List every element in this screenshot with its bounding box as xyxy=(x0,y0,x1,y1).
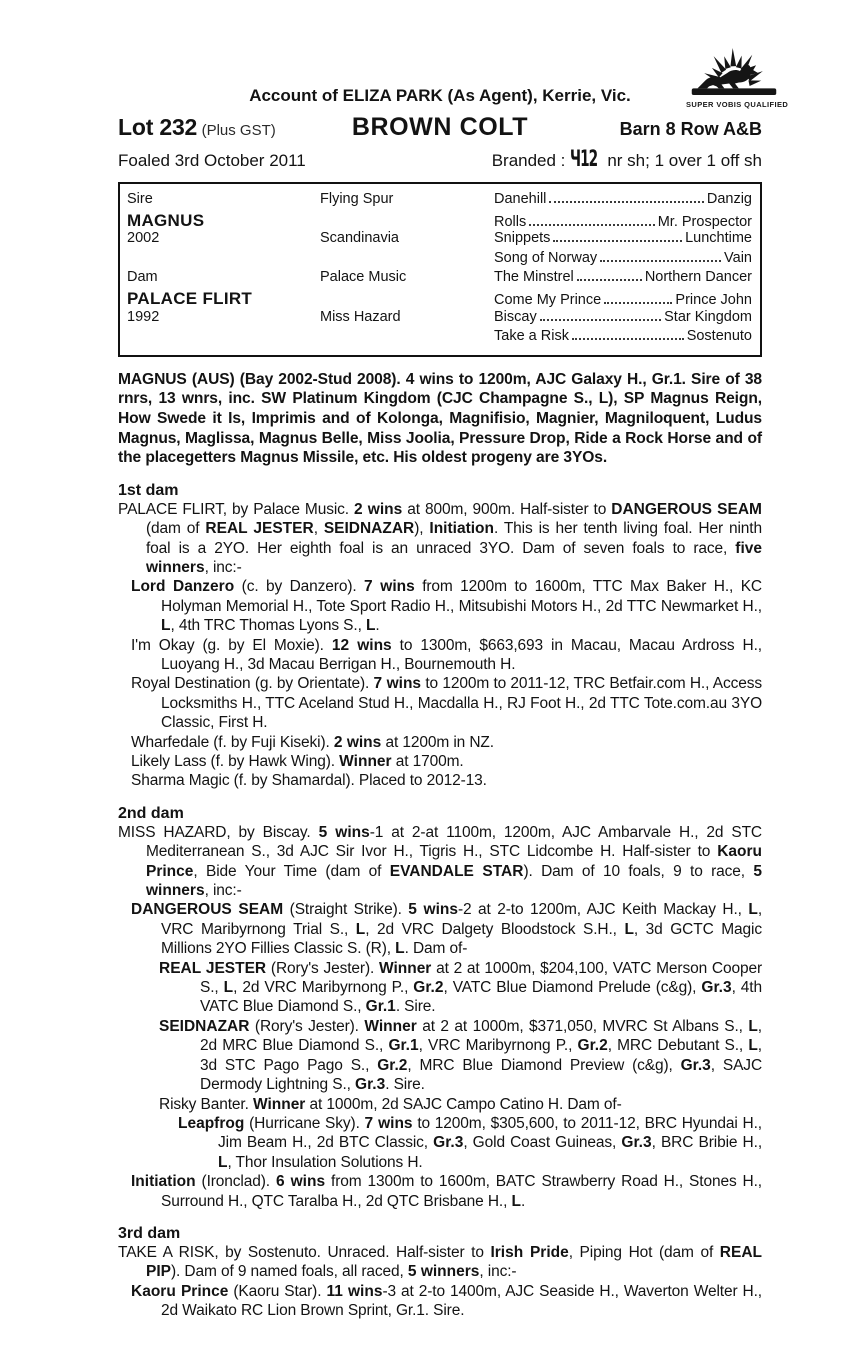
leader-dots xyxy=(600,260,721,262)
sire-dam-name: Scandinavia xyxy=(320,230,399,247)
dam-paragraph: TAKE A RISK, by Sostenuto. Unraced. Half-sister to Irish Pride, Piping Hot (dam of REAL PIP). Dam of 9 named foals, all raced, 5 winners, inc:- xyxy=(118,1243,762,1281)
barn-location: Barn 8 Row A&B xyxy=(619,119,762,139)
section-heading-3rd-dam: 3rd dam xyxy=(118,1224,181,1242)
dam-role-label: Dam xyxy=(127,269,158,286)
logo-caption: SUPER VOBIS QUALIFIED xyxy=(686,100,789,109)
dam-paragraph: MISS HAZARD, by Biscay. 5 wins-1 at 2-at 1100m, 1200m, AJC Ambarvale H., 2d STC Mediterranean S., 3d AJC Sir Ivor H., Tigris H., STC Lidcombe H. Half-sister to Kaoru Prince, Bide Your Time (dam of EVANDALE STAR). Dam of 10 foals, 9 to race, 5 winners, inc:- xyxy=(118,823,763,900)
pedigree-row xyxy=(494,250,752,266)
dam-dam-name: Miss Hazard xyxy=(320,308,401,325)
progeny-entry: Sharma Magic (f. by Shamardal). Placed to 2012-13. xyxy=(131,772,487,790)
ancestor-parent-name: Danzig xyxy=(706,191,752,207)
leader-dots xyxy=(553,240,682,242)
ancestor-name: Song of Norway xyxy=(494,249,598,266)
leader-dots xyxy=(540,319,661,321)
pedigree-row xyxy=(494,269,752,285)
sire-year: 2002 xyxy=(127,230,160,247)
foaled-date: Foaled 3rd October 2011 xyxy=(118,151,306,170)
leader-dots xyxy=(577,279,642,281)
lot-gst-note: (Plus GST) xyxy=(201,122,276,139)
ancestor-parent-name: Mr. Prospector xyxy=(657,213,752,230)
progeny-entry: DANGEROUS SEAM (Straight Strike). 5 wins-2 at 2-to 1200m, AJC Keith Mackay H., L, VRC Maribyrnong Trial S., L, 2d VRC Dalgety Bloodstock S.H., L, 3d GCTC Magic Millions 2YO Fillies Classic S. (R), L. Dam of- xyxy=(131,901,762,958)
section-heading-1st-dam: 1st dam xyxy=(118,481,179,499)
sire-name: MAGNUS xyxy=(127,210,205,230)
branded-line xyxy=(492,149,762,171)
horse-title: BROWN COLT xyxy=(351,113,529,141)
pedigree-row xyxy=(494,292,752,308)
leader-dots xyxy=(604,302,672,304)
branded-label: Branded : xyxy=(491,151,566,170)
progeny-entry: SEIDNAZAR (Rory's Jester). Winner at 2 at 1000m, $371,050, MVRC St Albans S., L, 2d MRC Blue Diamond S., Gr.1, VRC Maribyrnong P., Gr.2, MRC Debutant S., L, 3d STC Pago Pago S., Gr.2, MRC Blue Diamond Preview (c&g), Gr.3, SAJC Dermody Lightning S., Gr.3. Sire. xyxy=(159,1017,763,1094)
progeny-entry: Wharfedale (f. by Fuji Kiseki). 2 wins at 1200m in NZ. xyxy=(131,733,494,751)
dam-year: 1992 xyxy=(127,308,160,325)
ancestor-name: Danehill xyxy=(494,191,547,207)
ancestor-parent-name: Lunchtime xyxy=(685,230,752,247)
dam-paragraph: PALACE FLIRT, by Palace Music. 2 wins at 800m, 900m. Half-sister to DANGEROUS SEAM (dam of REAL JESTER, SEIDNAZAR), Initiation. This is her tenth living foal. Her ninth foal is a 2YO. Her eighth foal is an unraced 3YO. Dam of seven foals to race, five winners, inc:- xyxy=(118,500,762,576)
progeny-entry: Risky Banter. Winner at 1000m, 2d SAJC Campo Catino H. Dam of- xyxy=(159,1095,622,1113)
progeny-entry: REAL JESTER (Rory's Jester). Winner at 2 at 1000m, $204,100, VATC Merson Cooper S., L, 2d VRC Maribyrnong P., Gr.2, VATC Blue Diamond Prelude (c&g), Gr.3, 4th VATC Blue Diamond S., Gr.1. Sire. xyxy=(159,959,762,1016)
pedigree-table xyxy=(118,182,762,357)
ancestor-parent-name: Prince John xyxy=(675,291,752,308)
sire-summary: MAGNUS (AUS) (Bay 2002-Stud 2008). 4 wins to 1200m, AJC Galaxy H., Gr.1. Sire of 38 rnrs, 13 wnrs, inc. SW Platinum Kingdom (CJC Champagne S., L), SP Magnus Reign, How Swede it Is, Imprimis and of Kolonga, Magnifisio, Magnier, Magniloquent, Ludus Magnus, Maglissa, Magnus Belle, Miss Joolia, Pressure Drop, Ride a Rock Horse and of the placegetters Magnus Missile, etc. His oldest progeny are 3YOs. xyxy=(118,370,762,467)
dam-sire-name: Palace Music xyxy=(320,269,407,286)
branded-detail: nr sh; 1 over 1 off sh xyxy=(607,151,762,170)
foaled-row xyxy=(118,149,762,171)
sire-role-label: Sire xyxy=(127,191,153,207)
ancestor-name: Take a Risk xyxy=(494,328,569,345)
progeny-entry: Likely Lass (f. by Hawk Wing). Winner at 1700m. xyxy=(131,753,464,770)
sire-sire-name: Flying Spur xyxy=(320,191,394,207)
progeny-entry: Kaoru Prince (Kaoru Star). 11 wins-3 at 2-to 1400m, AJC Seaside H., Waverton Welter H., 2d Waikato RC Lion Brown Sprint, Gr.1. Sire. xyxy=(131,1282,762,1320)
progeny-entry: Lord Danzero (c. by Danzero). 7 wins from 1200m to 1600m, TTC Max Baker H., KC Holyman Memorial H., Tote Sport Radio H., Mitsubishi Motors H., 2d TTC Newmarket H., L, 4th TRC Thomas Lyons S., L. xyxy=(131,578,762,635)
pedigree-row xyxy=(494,328,752,344)
progeny-entry: Royal Destination (g. by Orientate). 7 wins to 1200m to 2011-12, TRC Betfair.com H., Access Locksmiths H., TTC Aceland Stud H., Macdalla H., RJ Foot H., 2d TTC Tote.com.au 3YO Classic, First H. xyxy=(131,675,762,732)
ancestor-parent-name: Northern Dancer xyxy=(644,269,752,286)
brand-mark-icon: Ч12 xyxy=(570,147,598,172)
pedigree-row xyxy=(494,214,752,230)
pedigree-row xyxy=(494,309,752,325)
ancestor-name: Snippets xyxy=(494,230,551,247)
progeny-entry: Leapfrog (Hurricane Sky). 7 wins to 1200m, $305,600, to 2011-12, BRC Hyundai H., Jim Beam H., 2d BTC Classic, Gr.3, Gold Coast Guineas, Gr.3, BRC Bribie H., L, Thor Insulation Solutions H. xyxy=(178,1114,763,1171)
ancestor-name: Rolls xyxy=(494,213,527,230)
leader-dots xyxy=(572,338,684,340)
progeny-entry: I'm Okay (g. by El Moxie). 12 wins to 1300m, $663,693 in Macau, Macau Ardross H., Luoyang H., 3d Macau Berrigan H., Bournemouth H. xyxy=(131,636,762,673)
ancestor-name: The Minstrel xyxy=(494,269,574,286)
ancestor-name: Biscay xyxy=(494,308,537,325)
lot-row xyxy=(118,113,762,142)
lot-number: Lot 232 xyxy=(118,114,198,140)
leader-dots xyxy=(549,201,703,203)
section-heading-2nd-dam: 2nd dam xyxy=(118,804,184,822)
ancestor-parent-name: Star Kingdom xyxy=(664,308,752,325)
pedigree-row xyxy=(494,230,752,246)
lot-block xyxy=(118,114,276,141)
account-line: Account of ELIZA PARK (As Agent), Kerrie, Vic. xyxy=(249,86,631,105)
leader-dots xyxy=(529,224,654,226)
ancestor-parent-name: Vain xyxy=(724,249,752,266)
ancestor-parent-name: Sostenuto xyxy=(686,328,752,345)
ancestor-name: Come My Prince xyxy=(494,291,602,308)
dam-name: PALACE FLIRT xyxy=(127,288,253,308)
progeny-entry: Initiation (Ironclad). 6 wins from 1300m to 1600m, BATC Strawberry Road H., Stones H., Surround H., QTC Taralba H., 2d QTC Brisbane H., L. xyxy=(131,1173,762,1210)
pedigree-row xyxy=(494,191,752,207)
